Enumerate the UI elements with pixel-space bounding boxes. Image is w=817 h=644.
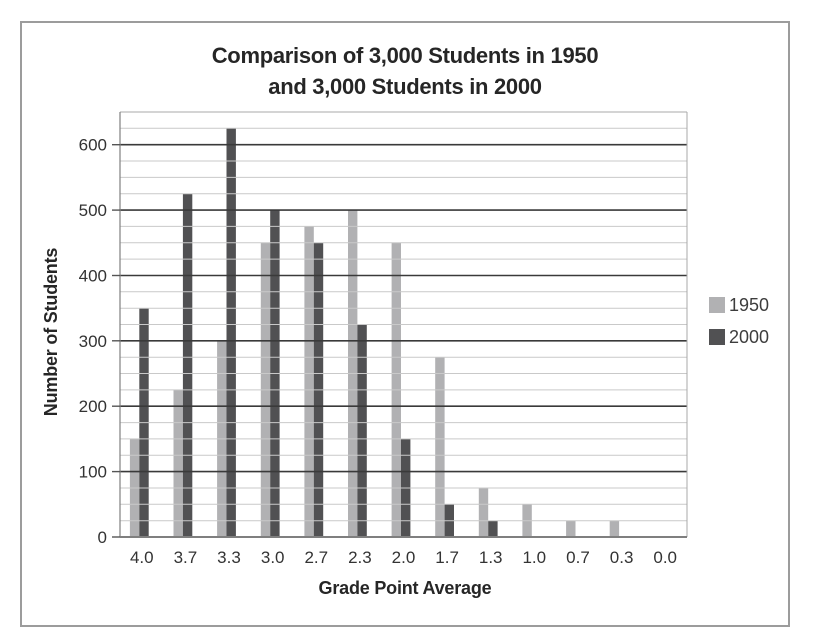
x-tick-label-0.7: 0.7: [566, 548, 590, 567]
y-tick-label-500: 500: [78, 201, 107, 221]
x-tick-label-3.0: 3.0: [260, 548, 285, 567]
x-tick-label-0.0: 0.0: [653, 548, 678, 567]
y-tick-label-600: 600: [78, 135, 107, 155]
x-tick-label-2.7: 2.7: [304, 548, 329, 567]
bar-2000-3.3: [227, 128, 236, 537]
y-tick-label-400: 400: [78, 266, 107, 286]
bar-1950-0.3: [610, 521, 619, 537]
bar-1950-2.7: [304, 226, 313, 537]
bar-2000-3.7: [183, 194, 192, 537]
x-tick-label-2.3: 2.3: [348, 548, 372, 567]
legend-label-2000: 2000: [729, 327, 770, 347]
legend-swatch-1950: [709, 297, 725, 313]
legend-item-1950: [709, 297, 769, 313]
chart-title-line-2: and 3,000 Students in 2000: [268, 74, 542, 99]
bar-1950-3.7: [174, 390, 183, 537]
bar-2000-1.3: [488, 521, 497, 537]
x-tick-label-0.3: 0.3: [609, 548, 634, 567]
x-tick-label-3.7: 3.7: [173, 548, 198, 567]
x-tick-label-4.0: 4.0: [129, 548, 154, 567]
x-axis-title: Grade Point Average: [318, 578, 492, 598]
chart-title-line-1: Comparison of 3,000 Students in 1950: [211, 43, 599, 68]
x-tick-label-1.0: 1.0: [522, 548, 547, 567]
bar-1950-1.7: [435, 357, 444, 537]
x-tick-label-3.3: 3.3: [217, 548, 241, 567]
x-tick-label-1.3: 1.3: [478, 548, 503, 567]
legend-label-1950: 1950: [729, 295, 770, 315]
y-tick-label-100: 100: [78, 462, 107, 482]
y-axis-title: Number of Students: [41, 247, 61, 417]
bar-1950-1.3: [479, 488, 488, 537]
x-tick-label-2.0: 2.0: [391, 548, 416, 567]
y-tick-label-200: 200: [78, 397, 107, 417]
x-tick-label-1.7: 1.7: [435, 548, 459, 567]
legend-swatch-2000: [709, 329, 725, 345]
y-tick-label-300: 300: [78, 331, 107, 351]
bar-2000-2.3: [357, 325, 366, 538]
legend-item-2000: [709, 329, 769, 345]
y-tick-label-0: 0: [97, 528, 107, 547]
bar-1950-0.7: [566, 521, 575, 537]
